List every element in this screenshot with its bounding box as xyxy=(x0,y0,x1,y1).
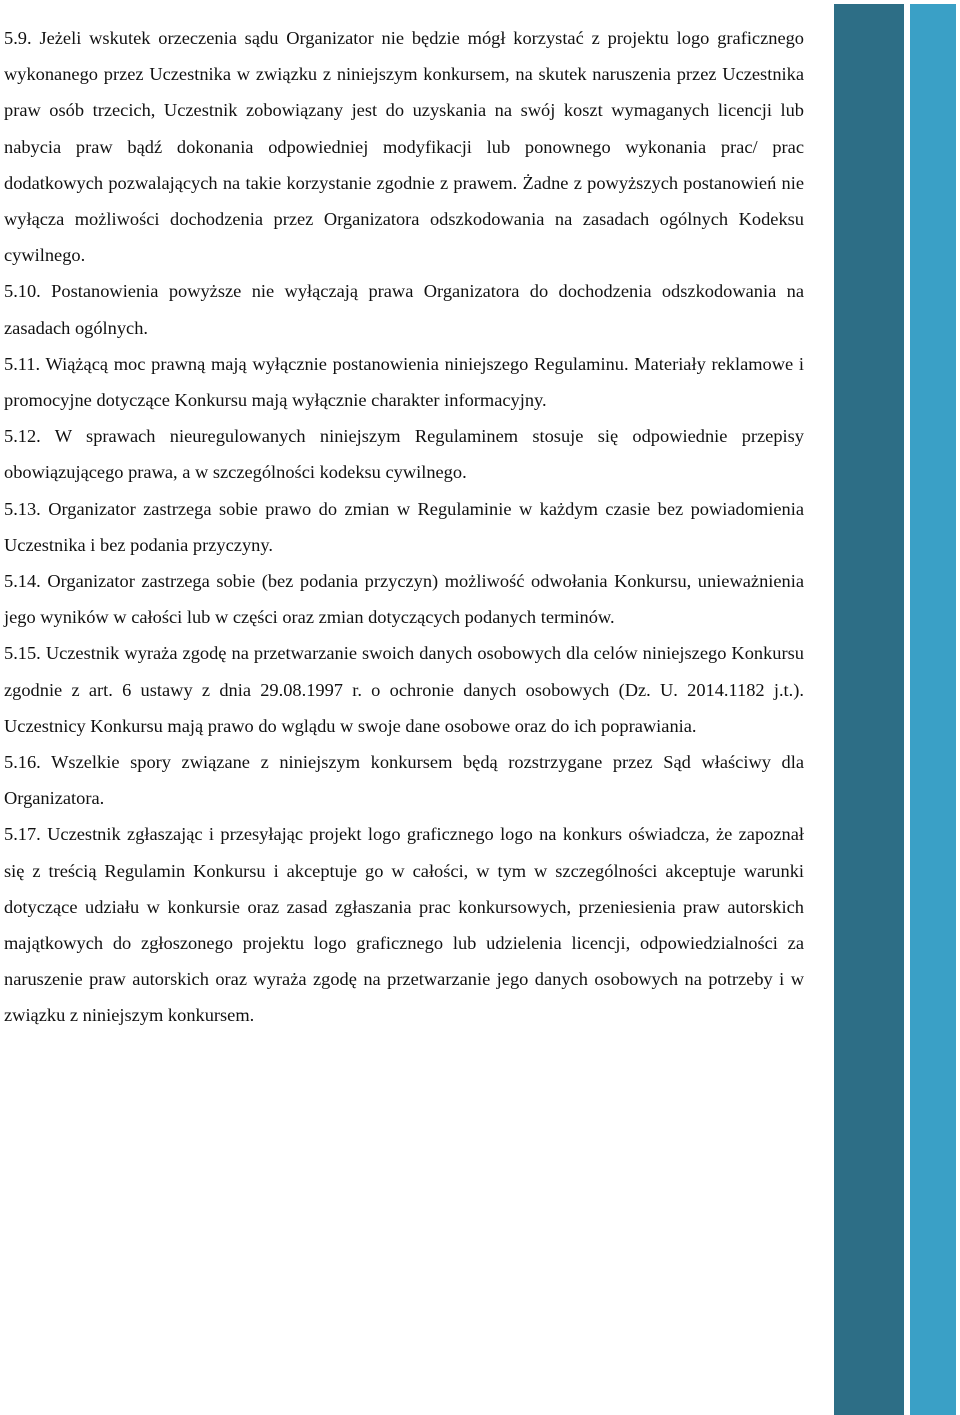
paragraph-text: Wszelkie spory związane z niniejszym konkursem będą rozstrzygane przez Sąd właściwy dla Organizatora. xyxy=(4,752,804,809)
paragraph-5-10 xyxy=(4,273,804,345)
paragraph-number: 5.16. xyxy=(4,752,41,773)
paragraph-number: 5.17. xyxy=(4,824,41,845)
paragraph-5-16 xyxy=(4,744,804,816)
paragraph-number: 5.10. xyxy=(4,281,41,302)
paragraph-5-17 xyxy=(4,816,804,1033)
paragraph-5-11 xyxy=(4,346,804,418)
paragraph-5-13 xyxy=(4,491,804,563)
regulations-text xyxy=(4,20,804,1034)
paragraph-5-14 xyxy=(4,563,804,635)
paragraph-number: 5.12. xyxy=(4,426,41,447)
paragraph-number: 5.11. xyxy=(4,353,41,374)
paragraph-text: Postanowienia powyższe nie wyłączają prawa Organizatora do dochodzenia odszkodowania na zasadach ogólnych. xyxy=(4,281,804,338)
paragraph-number: 5.9. xyxy=(4,28,32,48)
decorative-side-bar-light xyxy=(910,4,956,1415)
paragraph-number: 5.15. xyxy=(4,643,41,664)
paragraph-5-15 xyxy=(4,635,804,744)
paragraph-number: 5.13. xyxy=(4,498,41,519)
paragraph-text: Uczestnik wyraża zgodę na przetwarzanie swoich danych osobowych dla celów niniejszego Konkursu zgodnie z art. 6 ustawy z dnia 29.08.1997 r. o ochronie danych osobowych (Dz. U. 2014.1182 j.t.). Uczestnicy Konkursu mają prawo do wglądu w swoje dane osobowe oraz do ich poprawiania. xyxy=(4,643,804,736)
paragraph-5-9 xyxy=(4,20,804,273)
paragraph-text: Uczestnik zgłaszając i przesyłając projekt logo graficznego logo na konkurs oświadcza, że zapoznał się z treścią Regulamin Konkursu i akceptuje go w całości, w tym w szczególności akceptuje warunki dotyczące udziału w konkursie oraz zasad zgłaszania prac konkursowych, przeniesienia praw autorskich majątkowych do zgłoszonego projektu logo graficznego lub udzielenia licencji, odpowiedzialności za naruszenie praw autorskich oraz wyraża zgodę na przetwarzanie jego danych osobowych na potrzeby i w związku z niniejszym konkursem. xyxy=(4,824,804,1026)
paragraph-text: Organizator zastrzega sobie (bez podania przyczyn) możliwość odwołania Konkursu, unieważnienia jego wyników w całości lub w części oraz zmian dotyczących podanych terminów. xyxy=(4,571,804,628)
paragraph-text: Jeżeli wskutek orzeczenia sądu Organizator nie będzie mógł korzystać z projektu logo graficznego wykonanego przez Uczestnika w związku z niniejszym konkursem, na skutek naruszenia przez Uczestnika praw osób trzecich, Uczestnik zobowiązany jest do uzyskania na swój koszt wymaganych licencji lub nabycia praw bądź dokonania odpowiedniej modyfikacji lub ponownego wykonania prac/ prac dodatkowych pozwalających na takie korzystanie zgodnie z prawem. Żadne z powyższych postanowień nie wyłącza możliwości dochodzenia przez Organizatora odszkodowania na zasadach ogólnych Kodeksu cywilnego. xyxy=(4,28,804,266)
paragraph-text: W sprawach nieuregulowanych niniejszym Regulaminem stosuje się odpowiednie przepisy obowiązującego prawa, a w szczególności kodeksu cywilnego. xyxy=(4,426,804,483)
paragraph-5-12 xyxy=(4,418,804,490)
paragraph-number: 5.14. xyxy=(4,571,41,592)
paragraph-text: Wiążącą moc prawną mają wyłącznie postanowienia niniejszego Regulaminu. Materiały reklamowe i promocyjne dotyczące Konkursu mają wyłącznie charakter informacyjny. xyxy=(4,353,804,411)
decorative-side-bar-dark xyxy=(834,4,904,1415)
paragraph-text: Organizator zastrzega sobie prawo do zmian w Regulaminie w każdym czasie bez powiadomienia Uczestnika i bez podania przyczyny. xyxy=(4,498,804,555)
